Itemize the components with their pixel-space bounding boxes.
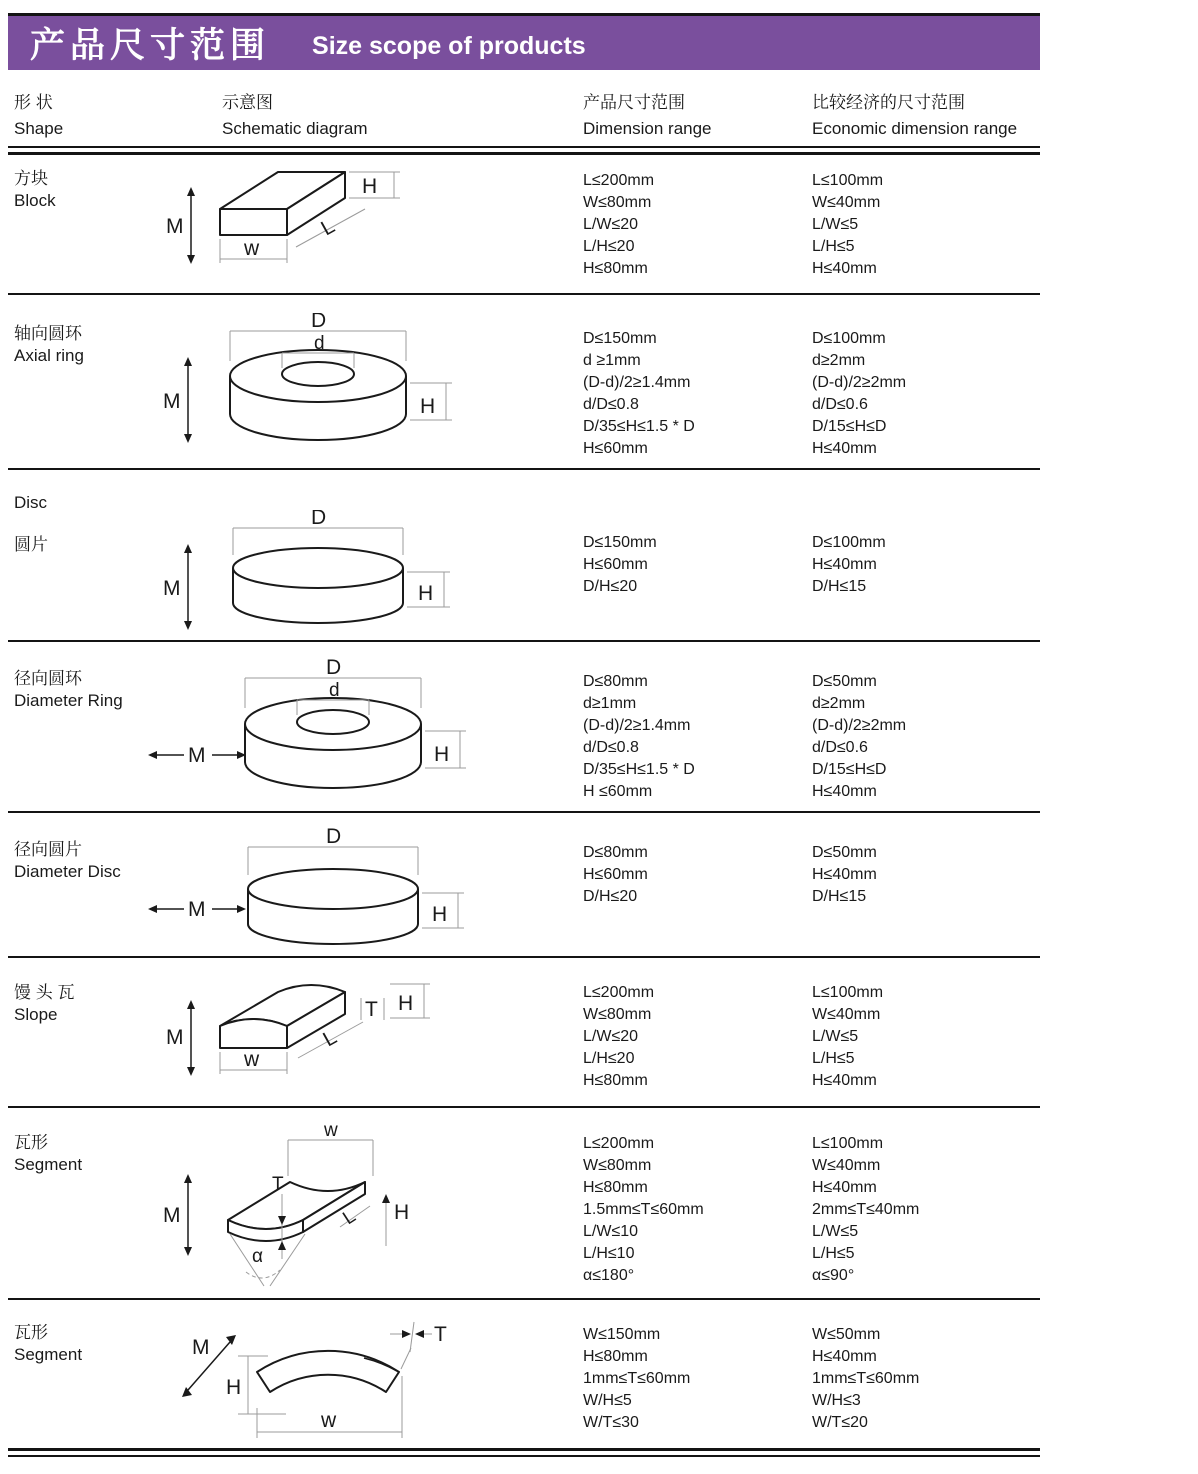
dimension-line: (D-d)/2≥1.4mm: [583, 374, 691, 391]
dim-label-M: M: [166, 1026, 184, 1049]
dim-label-M: M: [166, 215, 184, 238]
dimension-line: L/H≤5: [812, 1245, 855, 1262]
dimension-line: D≤80mm: [583, 673, 648, 690]
dim-label-M: M: [188, 898, 206, 921]
dimension-line: H≤40mm: [812, 260, 877, 277]
dimension-line: (D-d)/2≥2mm: [812, 717, 907, 734]
dimension-line: W≤40mm: [812, 1157, 881, 1174]
table-row: [8, 813, 1040, 958]
dimension-line: L≤100mm: [812, 984, 884, 1001]
dimension-line: L/W≤20: [583, 216, 639, 233]
dimension-line: H≤40mm: [812, 1348, 877, 1365]
table-row: [8, 1108, 1040, 1300]
dimension-line: L/H≤5: [812, 1050, 855, 1067]
dimension-line: D≤100mm: [812, 330, 886, 347]
dimension-line: L≤200mm: [583, 1135, 655, 1152]
dimension-line: H≤80mm: [583, 260, 648, 277]
shape-name-en: Block: [14, 191, 56, 210]
dimension-line: W/H≤3: [812, 1392, 861, 1409]
dimension-line: W≤80mm: [583, 1006, 652, 1023]
shape-name-zh: 馒 头 瓦: [14, 983, 75, 1002]
dimension-line: H≤80mm: [583, 1179, 648, 1196]
dimension-line: D≤80mm: [583, 844, 648, 861]
dimension-line: d/D≤0.8: [583, 396, 639, 413]
shape-label: [14, 982, 74, 1026]
dimension-line: 1mm≤T≤60mm: [812, 1370, 920, 1387]
segment-3d-diagram: [158, 1124, 478, 1294]
dimension-line: D/H≤15: [812, 578, 867, 595]
dim-label-H: H: [420, 395, 436, 418]
dimension-line: D≤100mm: [812, 534, 886, 551]
dimension-line: D/35≤H≤1.5 * D: [583, 761, 695, 778]
dimension-line: H≤60mm: [583, 556, 648, 573]
dimension-line: L/W≤5: [812, 216, 859, 233]
axial-ring-diagram: [158, 313, 458, 458]
dim-label-T: T: [272, 1174, 284, 1195]
dim-label-H: H: [226, 1376, 242, 1399]
dimension-line: W/T≤20: [812, 1414, 868, 1431]
size-scope-table: [8, 0, 1040, 1474]
dim-label-D: D: [326, 658, 342, 679]
dim-label-M: M: [192, 1336, 210, 1359]
shape-label: [14, 839, 121, 883]
dimension-line: 1.5mm≤T≤60mm: [583, 1201, 704, 1218]
dimension-line: H≤40mm: [812, 783, 877, 800]
banner-title-zh: 产品尺寸范围: [30, 26, 271, 65]
dim-label-M: M: [163, 1204, 181, 1227]
dim-label-M: M: [163, 390, 181, 413]
dimension-line: W/H≤5: [583, 1392, 632, 1409]
shape-name-en: Segment: [14, 1345, 83, 1364]
dim-label-T: T: [434, 1323, 447, 1346]
dimension-line: d≥1mm: [583, 695, 637, 712]
column-header-shape: [14, 90, 63, 142]
table-row: [8, 642, 1040, 813]
shape-name-zh: 圆片: [14, 535, 48, 554]
column-header-economic-en: Economic dimension range: [812, 119, 1018, 138]
section-banner: [8, 16, 1040, 70]
shape-name-zh: 径向圆片: [14, 840, 82, 859]
dim-label-H: H: [394, 1201, 410, 1224]
dimension-line: D/15≤H≤D: [812, 418, 887, 435]
shape-label: [14, 168, 56, 212]
dimension-line: d≥2mm: [812, 352, 866, 369]
dimension-range-list: [583, 328, 695, 460]
dim-label-w: w: [244, 1048, 260, 1071]
column-header-dimension-zh: 产品尺寸范围: [583, 93, 685, 112]
dim-label-M: M: [163, 577, 181, 600]
dimension-line: d/D≤0.8: [583, 739, 639, 756]
shape-label: [14, 1132, 82, 1176]
bottom-rule: [8, 1448, 1040, 1457]
dimension-line: d≥2mm: [812, 695, 866, 712]
dimension-range-list: [583, 671, 695, 803]
dim-label-H: H: [362, 175, 378, 198]
dimension-line: H≤40mm: [812, 866, 877, 883]
table-row: [8, 958, 1040, 1108]
dimension-line: L≤200mm: [583, 172, 655, 189]
dimension-line: H≤40mm: [812, 1179, 877, 1196]
table-row: [8, 470, 1040, 642]
column-header-dimension: [583, 90, 712, 142]
dim-label-T: T: [365, 998, 378, 1021]
table-row: [8, 295, 1040, 470]
dimension-range-list: [583, 532, 657, 598]
shape-name-en: Diameter Ring: [14, 691, 123, 710]
dim-label-w: w: [244, 237, 260, 260]
dimension-line: H≤40mm: [812, 1072, 877, 1089]
dimension-line: d/D≤0.6: [812, 739, 868, 756]
dimension-line: H≤80mm: [583, 1348, 648, 1365]
dimension-range-list: [583, 982, 654, 1092]
dim-label-alpha: α: [252, 1246, 263, 1267]
dimension-line: W≤40mm: [812, 194, 881, 211]
dim-label-M: M: [188, 744, 206, 767]
column-header-dimension-en: Dimension range: [583, 119, 712, 138]
dim-label-w: w: [321, 1409, 337, 1432]
economic-range-list: [812, 671, 906, 803]
dimension-line: L/H≤10: [583, 1245, 635, 1262]
diameter-ring-diagram: [148, 658, 478, 808]
dimension-line: L/W≤10: [583, 1223, 639, 1240]
dimension-line: L≤100mm: [812, 1135, 884, 1152]
dimension-line: D/15≤H≤D: [812, 761, 887, 778]
shape-label: [14, 668, 123, 712]
slope-diagram: [158, 970, 458, 1098]
dimension-line: H ≤60mm: [583, 783, 653, 800]
dimension-line: 1mm≤T≤60mm: [583, 1370, 691, 1387]
dimension-line: L/W≤5: [812, 1223, 859, 1240]
dimension-line: H≤80mm: [583, 1072, 648, 1089]
dim-label-H: H: [434, 743, 450, 766]
shape-name-zh: 瓦形: [14, 1133, 48, 1152]
shape-name-zh: 轴向圆环: [14, 324, 82, 343]
block-diagram: [158, 163, 458, 288]
dim-label-D: D: [311, 510, 327, 529]
dimension-line: L/H≤20: [583, 1050, 635, 1067]
shape-label: [14, 323, 84, 367]
column-header-shape-en: Shape: [14, 119, 64, 138]
dimension-line: D≤50mm: [812, 673, 877, 690]
economic-range-list: [812, 1324, 919, 1434]
column-header-economic-zh: 比较经济的尺寸范围: [812, 93, 965, 112]
column-header-schematic-en: Schematic diagram: [222, 119, 368, 138]
dimension-line: L≤200mm: [583, 984, 655, 1001]
shape-name-en: Slope: [14, 1005, 58, 1024]
dimension-line: H≤60mm: [583, 866, 648, 883]
dimension-line: W≤80mm: [583, 194, 652, 211]
column-header-schematic-zh: 示意图: [222, 93, 273, 112]
dimension-line: D/H≤20: [583, 578, 638, 595]
segment-front-diagram: [168, 1312, 448, 1448]
shape-label: [14, 1322, 82, 1366]
dimension-line: D≤150mm: [583, 534, 657, 551]
shape-name-en: Disc: [14, 493, 48, 512]
dim-label-H: H: [398, 992, 414, 1015]
disc-diagram: [158, 510, 458, 635]
dimension-range-list: [583, 842, 648, 908]
dimension-line: H≤40mm: [812, 440, 877, 457]
dim-label-H: H: [432, 903, 448, 926]
column-header-schematic: [222, 90, 368, 142]
dim-label-L: L: [339, 1205, 360, 1230]
dimension-line: L/H≤20: [583, 238, 635, 255]
shape-name-en: Diameter Disc: [14, 862, 121, 881]
dimension-line: H≤60mm: [583, 440, 648, 457]
dimension-line: (D-d)/2≥2mm: [812, 374, 907, 391]
table-row: [8, 153, 1040, 295]
dimension-line: W≤40mm: [812, 1006, 881, 1023]
shape-name-zh: 方块: [14, 169, 48, 188]
shape-name-en: Axial ring: [14, 346, 84, 365]
dim-label-H: H: [418, 582, 434, 605]
dimension-line: W≤80mm: [583, 1157, 652, 1174]
banner-title-en: Size scope of products: [312, 31, 586, 60]
dimension-line: α≤180°: [583, 1267, 635, 1284]
shape-name-zh: 径向圆环: [14, 669, 82, 688]
dimension-range-list: [583, 1133, 704, 1287]
dimension-line: W≤50mm: [812, 1326, 881, 1343]
dimension-line: L/W≤5: [812, 1028, 859, 1045]
dimension-line: W≤150mm: [583, 1326, 661, 1343]
column-header-economic: [812, 90, 1017, 142]
dim-label-L: L: [317, 214, 339, 241]
column-header-shape-zh: 形 状: [14, 93, 53, 112]
dimension-line: 2mm≤T≤40mm: [812, 1201, 920, 1218]
dimension-line: d ≥1mm: [583, 352, 641, 369]
economic-range-list: [812, 532, 886, 598]
dimension-line: D≤150mm: [583, 330, 657, 347]
dimension-line: d/D≤0.6: [812, 396, 868, 413]
dimension-range-list: [583, 170, 654, 280]
economic-range-list: [812, 842, 877, 908]
economic-range-list: [812, 170, 883, 280]
dimension-line: (D-d)/2≥1.4mm: [583, 717, 691, 734]
table-row: [8, 1300, 1040, 1448]
dimension-line: H≤40mm: [812, 556, 877, 573]
dim-label-L: L: [319, 1025, 341, 1052]
economic-range-list: [812, 982, 883, 1092]
dimension-line: L≤100mm: [812, 172, 884, 189]
dimension-line: L/H≤5: [812, 238, 855, 255]
dim-label-w: w: [324, 1124, 338, 1141]
dimension-line: D/H≤20: [583, 888, 638, 905]
economic-range-list: [812, 1133, 919, 1287]
dimension-line: α≤90°: [812, 1267, 855, 1284]
diameter-disc-diagram: [148, 827, 478, 955]
dimension-line: D/35≤H≤1.5 * D: [583, 418, 695, 435]
dimension-range-list: [583, 1324, 690, 1434]
dimension-line: D≤50mm: [812, 844, 877, 861]
economic-range-list: [812, 328, 906, 460]
dim-label-D: D: [311, 313, 327, 332]
shape-name-zh: 瓦形: [14, 1323, 48, 1342]
dimension-line: W/T≤30: [583, 1414, 639, 1431]
dim-label-D: D: [326, 827, 342, 848]
dimension-line: L/W≤20: [583, 1028, 639, 1045]
dimension-line: D/H≤15: [812, 888, 867, 905]
shape-name-en: Segment: [14, 1155, 83, 1174]
dim-label-d: d: [329, 680, 340, 701]
shape-label: [14, 492, 48, 556]
dim-label-d: d: [314, 333, 325, 354]
